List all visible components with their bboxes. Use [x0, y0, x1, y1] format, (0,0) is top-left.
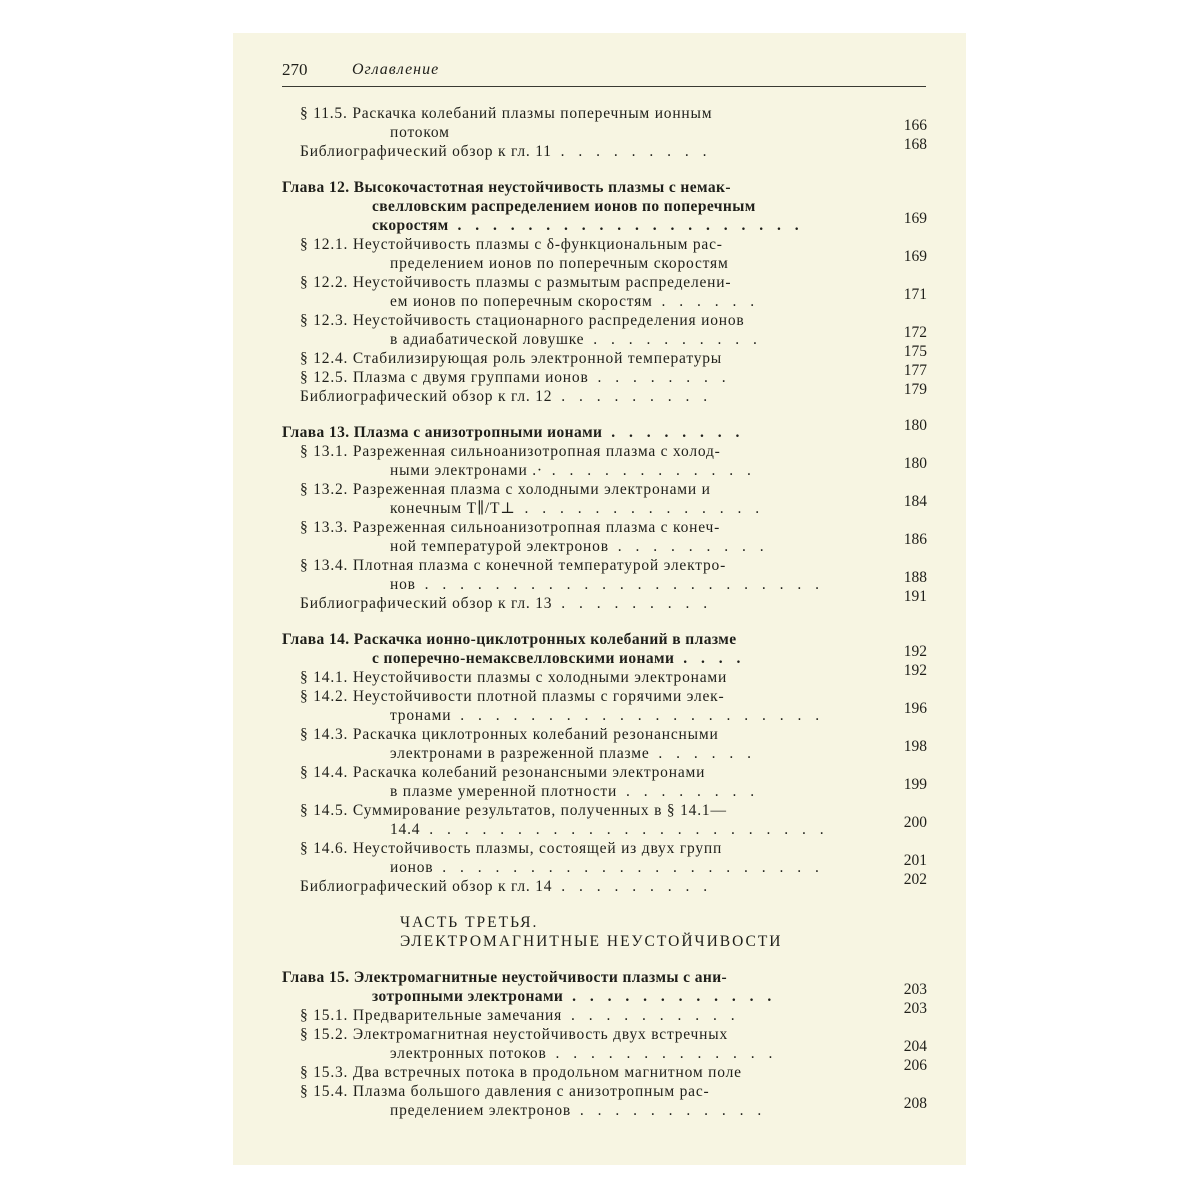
leader-dots: . . . . . . . . . . . . .: [546, 1045, 778, 1062]
toc-section[interactable]: [282, 1000, 927, 1025]
toc-line: [282, 968, 927, 987]
toc-entry-text: зотропными электронами: [372, 988, 564, 1005]
toc-line: [282, 343, 927, 368]
leader-dots: . . . . . . . . . . . .: [563, 988, 777, 1005]
toc-entry-text: нов: [390, 576, 416, 593]
toc-line: [282, 588, 927, 613]
toc-line: [282, 871, 927, 896]
leader-dots: . . . . . . . .: [617, 783, 760, 800]
toc-entry-text: § 14.4. Раскачка колебаний резонансными электронами: [300, 764, 706, 781]
toc-chapter[interactable]: [282, 968, 927, 1006]
toc-section[interactable]: [282, 136, 927, 161]
toc-entry-text: § 12.3. Неустойчивость стационарного распределения ионов: [300, 312, 745, 329]
toc-chapter[interactable]: [282, 417, 927, 442]
toc-page-number: 204: [903, 1038, 927, 1055]
toc-entry-text: ной температурой электронов: [390, 538, 609, 555]
toc-page-number: 171: [903, 286, 927, 303]
toc-line: [282, 518, 927, 537]
toc-line: [282, 700, 927, 725]
toc-section[interactable]: [282, 518, 927, 556]
toc-line: [282, 738, 927, 763]
toc-page-number: 199: [903, 776, 927, 793]
toc-section[interactable]: [282, 871, 927, 896]
section-gap: [282, 951, 927, 968]
leader-dots: . . . . . . . .: [588, 369, 731, 386]
toc-section[interactable]: [282, 442, 927, 480]
toc-line: [282, 556, 927, 575]
toc-line: [282, 442, 927, 461]
toc-entry-text: пределением электронов: [390, 1102, 571, 1119]
toc-page-number: 202: [903, 871, 927, 888]
toc-line: [282, 273, 927, 292]
toc-section[interactable]: [282, 662, 927, 687]
toc-page-number: 196: [903, 700, 927, 717]
toc-page-number: 206: [903, 1057, 927, 1074]
toc-line: [282, 814, 927, 839]
toc-entry-text: электронных потоков: [390, 1045, 547, 1062]
toc-line: [282, 248, 927, 273]
toc-entry-text: ионов: [390, 859, 434, 876]
toc-entry-text: § 12.2. Неустойчивость плазмы с размытым распределени-: [300, 274, 732, 291]
toc-section[interactable]: [282, 362, 927, 387]
toc-line: [282, 311, 927, 330]
table-of-contents: [282, 104, 927, 1120]
leader-dots: . . . . . . . . . . . . . . . . . . . . . .: [433, 859, 824, 876]
leader-dots: . . . . . . . . .: [552, 595, 713, 612]
toc-page-number: 169: [903, 210, 927, 227]
toc-line: [282, 455, 927, 480]
toc-section[interactable]: [282, 763, 927, 801]
leader-dots: . . . . . . . . .: [608, 538, 769, 555]
toc-line: [282, 839, 927, 858]
toc-entry-text: тронами: [390, 707, 452, 724]
toc-entry-text: с поперечно-немаксвелловскими ионами: [372, 650, 675, 667]
toc-section[interactable]: [282, 311, 927, 349]
toc-entry-text: § 15.2. Электромагнитная неустойчивость двух встречных: [300, 1026, 729, 1043]
toc-section[interactable]: [282, 104, 927, 142]
toc-page-number: 203: [903, 981, 927, 998]
leader-dots: . . . . . .: [649, 745, 756, 762]
toc-entry-text: § 14.2. Неустойчивости плотной плазмы с горячими элек-: [300, 688, 725, 705]
toc-page-number: 200: [903, 814, 927, 831]
toc-entry-text: § 13.4. Плотная плазма с конечной температурой электро-: [300, 557, 727, 574]
leader-dots: . . . . . . . . . .: [584, 331, 762, 348]
leader-dots: . . . .: [674, 650, 746, 667]
toc-line: [282, 981, 927, 1006]
toc-section[interactable]: [282, 480, 927, 518]
toc-line: [282, 1038, 927, 1063]
toc-page-number: 208: [903, 1095, 927, 1112]
toc-section[interactable]: [282, 801, 927, 839]
toc-page-number: 203: [903, 1000, 927, 1017]
toc-entry-text: ем ионов по поперечным скоростям: [390, 293, 653, 310]
toc-line: [282, 687, 927, 706]
toc-chapter[interactable]: [282, 630, 927, 668]
toc-page-number: 175: [903, 343, 927, 360]
toc-page-number: 198: [903, 738, 927, 755]
leader-dots: . . . . . . . .: [602, 424, 745, 441]
toc-line: [282, 662, 927, 687]
toc-entry-text: Библиографический обзор к гл. 12: [300, 388, 553, 405]
toc-page-number: 172: [903, 324, 927, 341]
toc-line: [282, 763, 927, 782]
toc-line: [282, 1095, 927, 1120]
toc-page-number: 186: [903, 531, 927, 548]
toc-line: [282, 1057, 927, 1082]
leader-dots: . . . . . . . . . . . . . . . . . . . . .: [451, 707, 825, 724]
leader-dots: . . . . . . . . . .: [562, 1007, 740, 1024]
toc-line: [282, 725, 927, 744]
section-gap: [282, 406, 927, 423]
toc-entry-text: § 13.1. Разреженная сильноанизотропная плазма с холод-: [300, 443, 721, 460]
toc-line: [282, 136, 927, 161]
leader-dots: . . . . . . . . .: [551, 143, 712, 160]
toc-section[interactable]: [282, 1082, 927, 1120]
toc-line: [282, 117, 927, 142]
toc-page-number: 169: [903, 248, 927, 265]
toc-section[interactable]: [282, 343, 927, 368]
leader-dots: . . . . . . . . . . . . . .: [515, 500, 765, 517]
toc-line: [282, 913, 927, 932]
toc-line: [282, 531, 927, 556]
toc-line: [282, 630, 927, 649]
toc-entry-text: электронами в разреженной плазме: [390, 745, 650, 762]
toc-entry-text: конечным T∥/T⊥: [390, 500, 516, 517]
toc-line: [282, 643, 927, 668]
toc-entry-text: в адиабатической ловушке: [390, 331, 585, 348]
toc-entry-text: § 15.4. Плазма большого давления с анизотропным рас-: [300, 1083, 710, 1100]
toc-entry-text: Глава 15. Электромагнитные неустойчивости плазмы с ани-: [282, 969, 728, 986]
toc-entry-text: Глава 12. Высокочастотная неустойчивость плазмы с немак-: [282, 179, 731, 196]
toc-entry-text: § 11.5. Раскачка колебаний плазмы поперечным ионным: [300, 105, 713, 122]
toc-line: [282, 286, 927, 311]
section-gap: [282, 613, 927, 630]
section-gap: [282, 161, 927, 178]
toc-line: [282, 381, 927, 406]
toc-entry-text: § 14.5. Суммирование результатов, полученных в § 14.1—: [300, 802, 727, 819]
toc-entry-text: § 15.3. Два встречных потока в продольном магнитном поле: [300, 1064, 742, 1081]
toc-entry-text: скоростям: [372, 217, 449, 234]
toc-line: [282, 801, 927, 820]
toc-entry-text: потоком: [390, 124, 450, 141]
toc-line: [282, 1082, 927, 1101]
toc-chapter[interactable]: [282, 178, 927, 235]
toc-page-number: 180: [903, 455, 927, 472]
toc-entry-text: Глава 13. Плазма с анизотропными ионами: [282, 424, 603, 441]
toc-line: [282, 178, 927, 197]
toc-section[interactable]: [282, 1025, 927, 1063]
running-title: Оглавление: [352, 61, 440, 78]
toc-entry-text: § 14.3. Раскачка циклотронных колебаний резонансными: [300, 726, 719, 743]
toc-section[interactable]: [282, 588, 927, 613]
toc-line: [282, 493, 927, 518]
toc-section[interactable]: [282, 1057, 927, 1082]
toc-entry-text: в плазме умеренной плотности: [390, 783, 618, 800]
toc-entry-text: Библиографический обзор к гл. 14: [300, 878, 553, 895]
toc-entry-text: § 12.4. Стабилизирующая роль электронной температуры: [300, 350, 723, 367]
toc-page-number: 177: [903, 362, 927, 379]
toc-section[interactable]: [282, 235, 927, 273]
leader-dots: . . . . . . . . . . . . . . . . . . . .: [448, 217, 804, 234]
toc-entry-text: § 15.1. Предварительные замечания: [300, 1007, 563, 1024]
toc-entry-text: Глава 14. Раскачка ионно-циклотронных колебаний в плазме: [282, 631, 737, 648]
toc-section[interactable]: [282, 556, 927, 594]
toc-entry-text: пределением ионов по поперечным скоростям: [390, 255, 729, 272]
toc-section[interactable]: [282, 687, 927, 725]
toc-page-number: 188: [903, 569, 927, 586]
toc-entry-text: § 14.1. Неустойчивости плазмы с холодными электронами: [300, 669, 728, 686]
toc-line: [282, 324, 927, 349]
toc-line: [282, 362, 927, 387]
toc-line: [282, 569, 927, 594]
toc-page-number: 192: [903, 662, 927, 679]
toc-entry-text: Библиографический обзор к гл. 11: [300, 143, 552, 160]
toc-line: [282, 235, 927, 254]
leader-dots: . . . . . . . . . . .: [571, 1102, 767, 1119]
toc-entry-text: 14.4: [390, 821, 421, 838]
toc-line: [282, 852, 927, 877]
toc-page-number: 168: [903, 136, 927, 153]
toc-part-heading: [282, 913, 927, 951]
toc-page-number: 166: [903, 117, 927, 134]
toc-entry-text: ными электронами .·: [390, 462, 543, 479]
leader-dots: . . . . . . . . . . . . . . . . . . . . . . .: [415, 576, 825, 593]
toc-page-number: 201: [903, 852, 927, 869]
toc-line: [282, 1000, 927, 1025]
toc-section[interactable]: [282, 725, 927, 763]
toc-line: [282, 197, 927, 216]
toc-entry-text: § 13.3. Разреженная сильноанизотропная плазма с конеч-: [300, 519, 721, 536]
toc-entry-text: свелловским распределением ионов по поперечным: [372, 198, 756, 215]
toc-entry-text: § 14.6. Неустойчивость плазмы, состоящей из двух групп: [300, 840, 723, 857]
toc-page-number: 179: [903, 381, 927, 398]
leader-dots: . . . . . . . . .: [552, 878, 713, 895]
toc-page-number: 180: [903, 417, 927, 434]
toc-line: [282, 480, 927, 499]
toc-entry-text: Библиографический обзор к гл. 13: [300, 595, 553, 612]
running-header: [282, 60, 926, 87]
toc-page-number: 192: [903, 643, 927, 660]
leader-dots: . . . . . .: [652, 293, 760, 310]
page-number: 270: [282, 60, 308, 79]
toc-entry-text: § 12.5. Плазма с двумя группами ионов: [300, 369, 589, 386]
leader-dots: . . . . . . . . .: [552, 388, 713, 405]
toc-section[interactable]: [282, 273, 927, 311]
toc-entry-text: § 13.2. Разреженная плазма с холодными электронами и: [300, 481, 711, 498]
leader-dots: . . . . . . . . . . . .: [542, 462, 756, 479]
toc-line: [282, 417, 927, 442]
toc-line: [282, 1025, 927, 1044]
toc-entry-text: § 12.1. Неустойчивость плазмы с δ-функциональным рас-: [300, 236, 723, 253]
toc-page-number: 191: [903, 588, 927, 605]
toc-line: [282, 210, 927, 235]
toc-page-number: 184: [903, 493, 927, 510]
toc-entry-text: ЧАСТЬ ТРЕТЬЯ.: [400, 914, 539, 931]
leader-dots: . . . . . . . . . . . . . . . . . . . . . . .: [420, 821, 829, 838]
toc-line: [282, 776, 927, 801]
toc-section[interactable]: [282, 839, 927, 877]
section-gap: [282, 896, 927, 913]
toc-entry-text: ЭЛЕКТРОМАГНИТНЫЕ НЕУСТОЙЧИВОСТИ: [400, 933, 783, 950]
toc-line: [282, 932, 927, 951]
toc-section[interactable]: [282, 381, 927, 406]
toc-line: [282, 104, 927, 123]
